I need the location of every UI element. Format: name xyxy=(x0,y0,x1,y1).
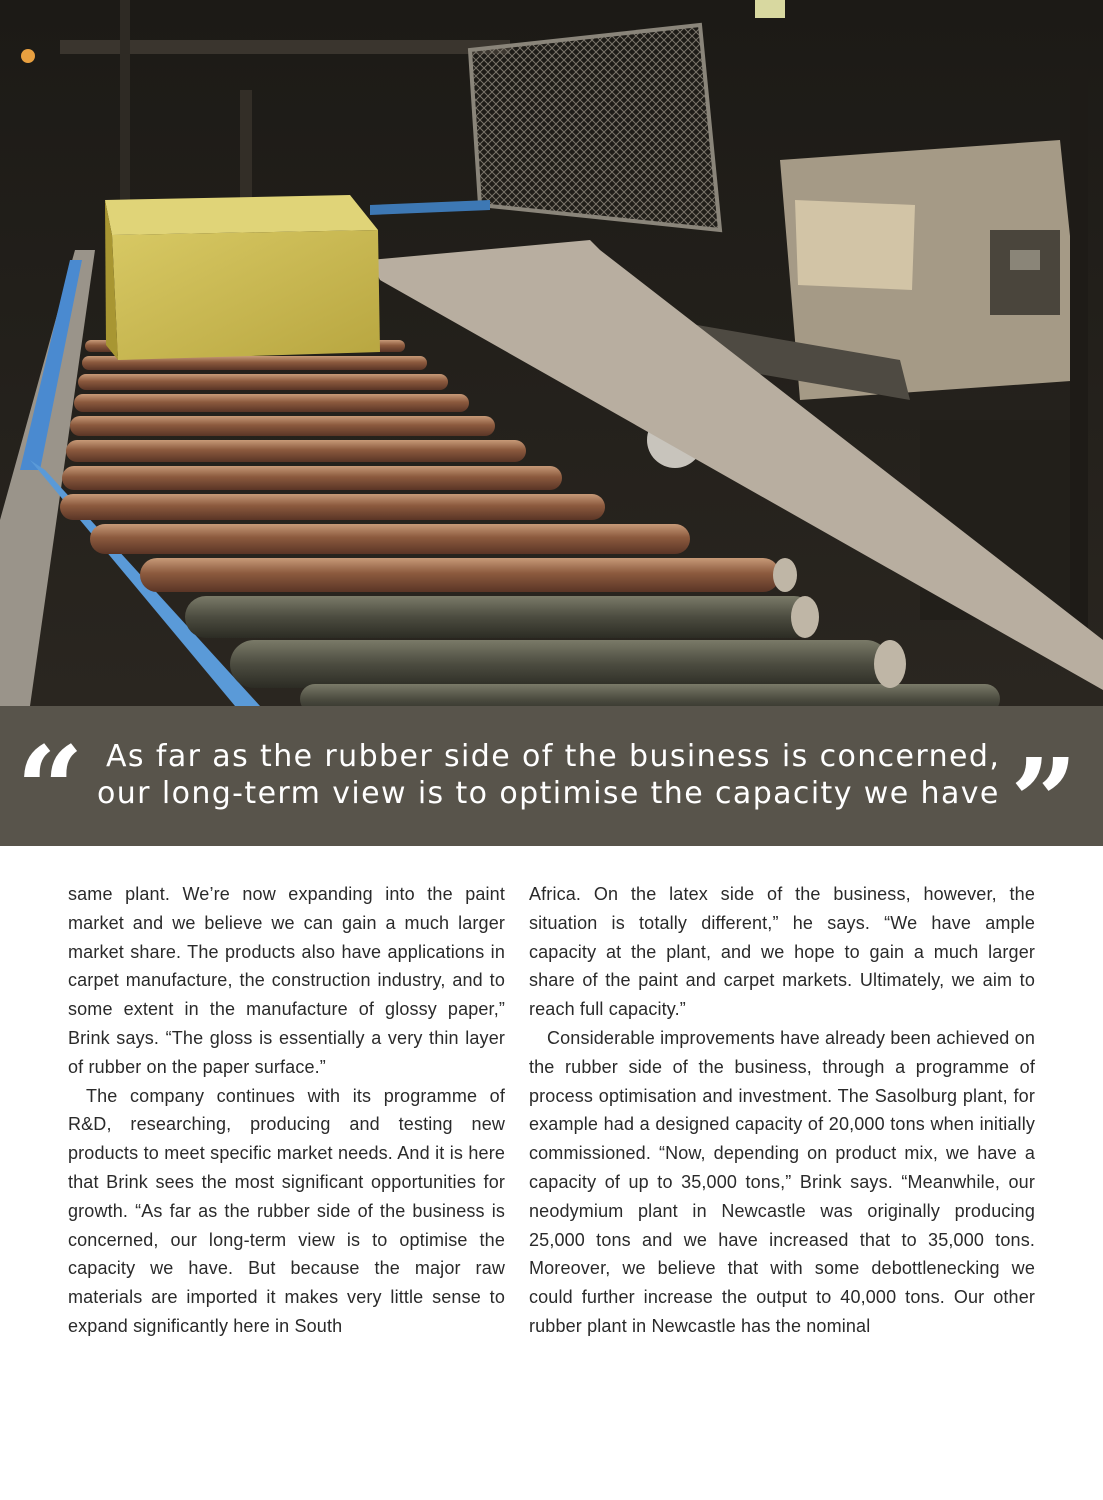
article-column-right xyxy=(529,880,1035,1341)
paragraph: Africa. On the latex side of the business, however, the situation is totally different,” he says. “We have ample capacity at the plant, and we hope to gain a much larger share of the paint and carpet markets. Ultimately, we aim to reach full capacity.” xyxy=(529,884,1035,1020)
close-quote-mark: ” xyxy=(1010,732,1078,871)
open-quote-mark: “ xyxy=(16,720,84,859)
factory-conveyor-photo xyxy=(0,0,1103,706)
paragraph: The company continues with its programme of R&D, researching, producing and testing new products to meet specific market needs. And it is here that Brink sees the most significant opportunities for growth. “As far as the rubber side of the business is concerned, our long-term view is to optimise the capacity we have. But because the major raw materials are imported it makes very little sense to expand significantly here in South xyxy=(68,1085,505,1336)
paragraph: same plant. We’re now expanding into the paint market and we believe we can gain a much larger market share. The products also have applications in carpet manufacture, the construction industry, and to some extent in the manufacture of glossy paper,” Brink says. “The gloss is essentially a very thin layer of rubber on the paper surface.” xyxy=(68,884,505,1077)
article-column-left xyxy=(68,880,505,1341)
pull-quote-line-1: As far as the rubber side of the business is concerned, xyxy=(106,739,1001,774)
pull-quote-line-2: our long-term view is to optimise the capacity we have xyxy=(97,776,1000,811)
paragraph: Considerable improvements have already been achieved on the rubber side of the business, through a programme of process optimisation and investment. The Sasolburg plant, for example had a designed capacity of 20,000 tons when initially commissioned. “Now, depending on product mix, we have a capacity of up to 35,000 tons,” Brink says. “Meanwhile, our neodymium plant in Newcastle was originally producing 25,000 tons and we have increased that to 35,000 tons. Moreover, we believe that with some debottlenecking we could further increase the output to 40,000 tons. Our other rubber plant in Newcastle has the nominal xyxy=(529,1027,1035,1336)
